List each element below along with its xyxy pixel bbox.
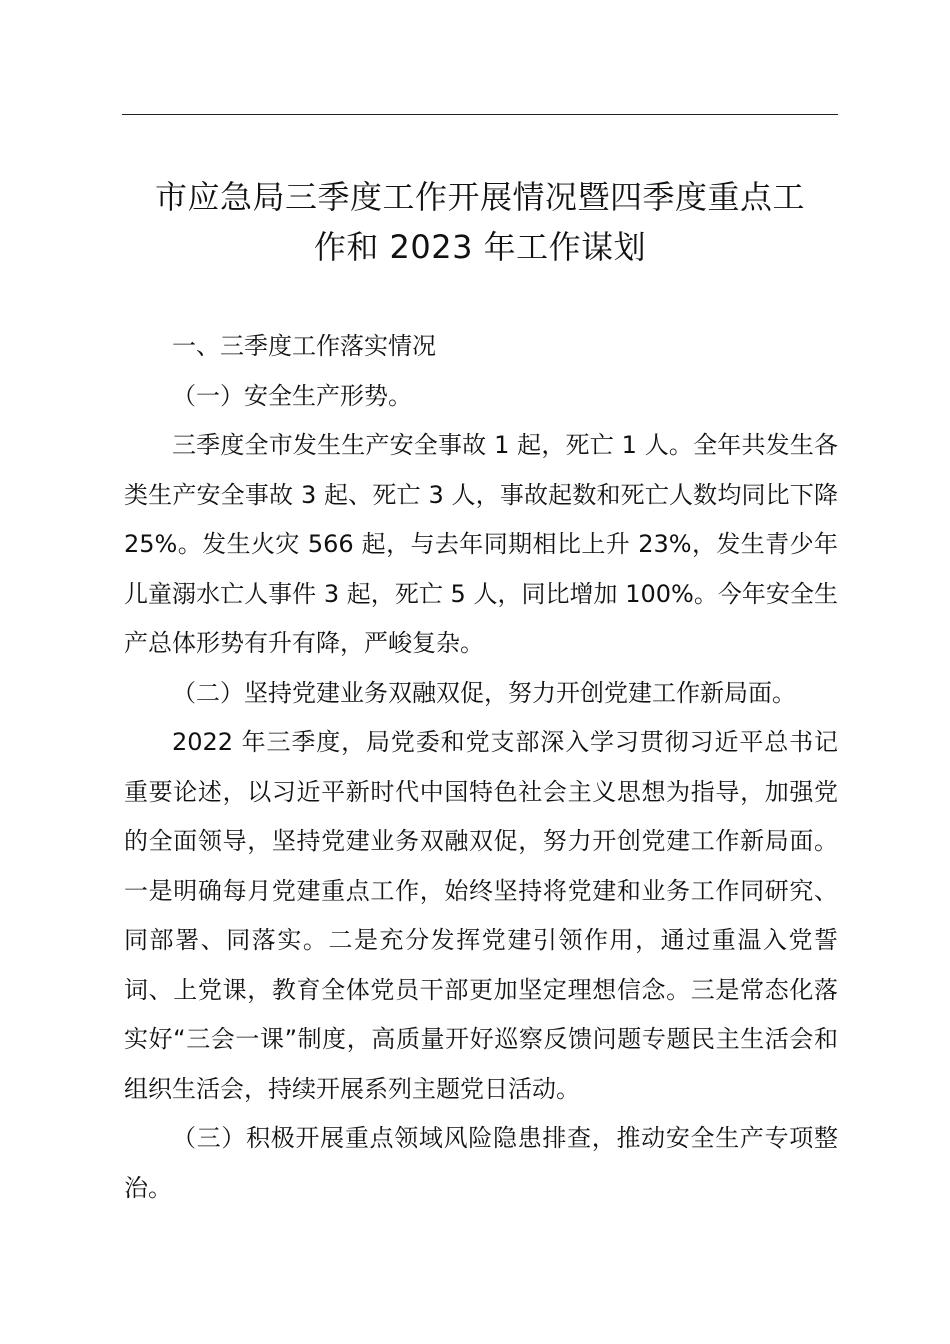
title-line-1: 市应急局三季度工作开展情况暨四季度重点工 xyxy=(154,178,805,216)
document-title xyxy=(122,172,838,272)
body-paragraph-2: 2022 年三季度，局党委和党支部深入学习贯彻习近平总书记重要论述，以习近平新时代中国特色社会主义思想为指导，加强党的全面领导，坚持党建业务双融双促，努力开创党建工作新局面。一是明确每月党建重点工作，始终坚持将党建和业务工作同研究、同部署、同落实。二是充分发挥党建引领作用，通过重温入党誓词、上党课，教育全体党员干部更加坚定理想信念。三是常态化落实好“三会一课”制度，高质量开好巡察反馈问题专题民主生活会和组织生活会，持续开展系列主题党日活动。 xyxy=(124,728,838,1103)
subsection-heading-1: （一）安全生产形势。 xyxy=(172,381,412,410)
section-heading-1: 一、三季度工作落实情况 xyxy=(172,332,436,360)
title-line-2: 作和 2023 年工作谋划 xyxy=(313,228,647,266)
subsection-heading-2: （二）坚持党建业务双融双促，努力开创党建工作新局面。 xyxy=(172,678,796,707)
document-body xyxy=(124,322,838,1213)
subsection-heading-3: （三）积极开展重点领域风险隐患排查，推动安全生产专项整治。 xyxy=(124,1124,838,1202)
body-paragraph-1: 三季度全市发生生产安全事故 1 起，死亡 1 人。全年共发生各类生产安全事故 3 起、死亡 3 人，事故起数和死亡人数均同比下降 25%。发生火灾 566 起，与去年同期相比上升 23%，发生青少年儿童溺水亡人事件 3 起，死亡 5 人，同比增加 100%。今年安全生产总体形势有升有降，严峻复杂。 xyxy=(124,431,838,657)
header-rule xyxy=(122,114,838,115)
